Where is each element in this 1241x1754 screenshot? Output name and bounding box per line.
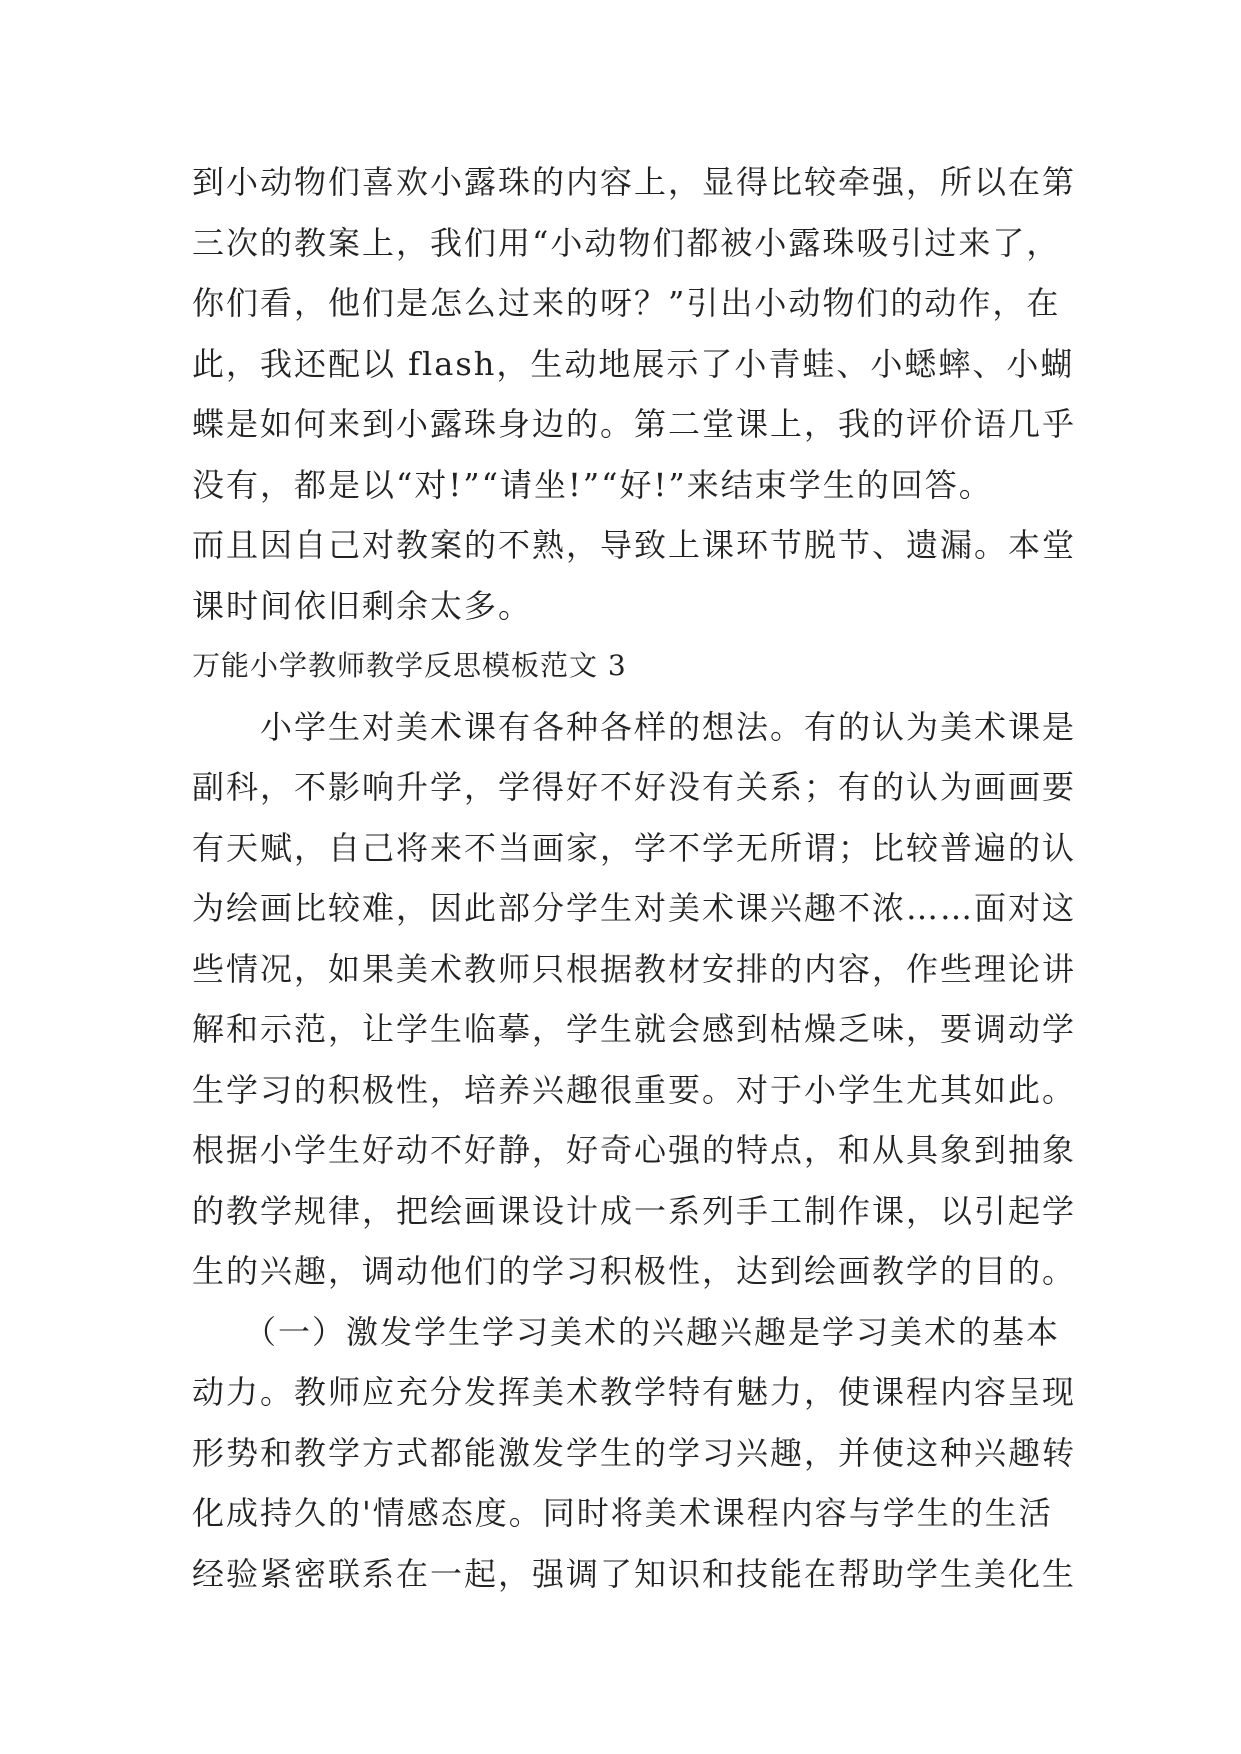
section-title: 万能小学教师教学反思模板范文 3 <box>192 649 627 682</box>
text-line: 小学生对美术课有各种各样的想法。有的认为美术课是 <box>192 707 1077 746</box>
text-line: 课时间依旧剩余太多。 <box>192 586 533 625</box>
text-line: 生学习的积极性，培养兴趣很重要。对于小学生尤其如此。 <box>192 1070 1077 1109</box>
text-line: 此，我还配以 flash，生动地展示了小青蛙、小蟋蟀、小蝴 <box>192 344 1075 383</box>
text-line: 些情况，如果美术教师只根据教材安排的内容，作些理论讲 <box>192 949 1077 988</box>
text-line: 有天赋，自己将来不当画家，学不学无所谓；比较普遍的认 <box>192 828 1077 867</box>
body-text <box>192 152 1077 1604</box>
text-line: 化成持久的'情感态度。同时将美术课程内容与学生的生活 <box>192 1494 1053 1532</box>
text-line: 而且因自己对教案的不熟，导致上课环节脱节、遗漏。本堂 <box>192 526 1077 564</box>
text-line: 你们看，他们是怎么过来的呀？”引出小动物们的动作，在 <box>192 284 1061 322</box>
text-line: 三次的教案上，我们用“小动物们都被小露珠吸引过来了， <box>192 223 1061 262</box>
text-line: 为绘画比较难，因此部分学生对美术课兴趣不浓……面对这 <box>192 889 1077 927</box>
text-line: 没有，都是以“对!”“请坐!”“好!”来结束学生的回答。 <box>192 465 993 504</box>
text-line: 蝶是如何来到小露珠身边的。第二堂课上，我的评价语几乎 <box>192 405 1077 443</box>
text-line: 到小动物们喜欢小露珠的内容上，显得比较牵强，所以在第 <box>192 163 1077 201</box>
text-line: 动力。教师应充分发挥美术教学特有魅力，使课程内容呈现 <box>192 1373 1077 1411</box>
text-line: 副科，不影响升学，学得好不好没有关系；有的认为画画要 <box>192 768 1077 806</box>
text-line: 根据小学生好动不好静，好奇心强的特点，和从具象到抽象 <box>192 1131 1077 1169</box>
text-line: 形势和教学方式都能激发学生的学习兴趣，并使这种兴趣转 <box>192 1433 1077 1472</box>
text-line: 的教学规律，把绘画课设计成一系列手工制作课，以引起学 <box>192 1191 1077 1230</box>
text-line: 生的兴趣，调动他们的学习积极性，达到绘画教学的目的。 <box>192 1252 1077 1290</box>
text-line: （一）激发学生学习美术的兴趣兴趣是学习美术的基本 <box>192 1312 1061 1351</box>
text-line: 解和示范，让学生临摹，学生就会感到枯燥乏味，要调动学 <box>192 1010 1077 1048</box>
text-line: 经验紧密联系在一起，强调了知识和技能在帮助学生美化生 <box>192 1554 1077 1593</box>
